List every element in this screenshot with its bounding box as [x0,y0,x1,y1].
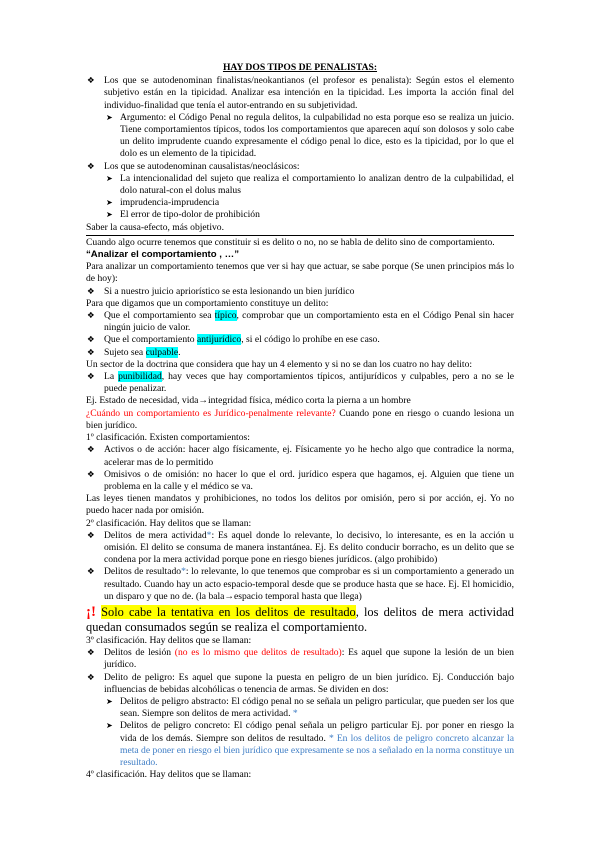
activos-text: Activos o de acción: hacer algo físicamente, ej. Físicamente yo he hecho algo que contradice la norma, acelerar mas de lo permitido [104,444,514,468]
clasificacion-1: 1º clasificación. Existen comportamientos: [86,432,250,444]
anti-pre: Que el comportamiento [104,334,197,346]
concreto-note: * En los delitos de peligro concreto alcanzar la meta de poner en riesgo el bien jurídico que expresamente se nos a señalado en la norma constituye un resultado. [120,732,514,768]
res-text: : lo relevante, lo que tenemos que comprobar es si un comportamiento a generado un resultado. Cuando hay un acto espacio-temporal desde que se produce hasta que se hace. Ej. El homicidio, un disparo y que no de. (la bala→espacio temporal hasta que llega) [104,566,514,602]
tipico-post: , comprobar que un comportamiento esta en el Código Penal sin hacer ningún juicio de valor. [104,310,514,334]
tentativa-highlight: Solo cabe la tentativa en los delitos de resultado [101,604,356,619]
arrow-bullet-icon: ➤ [106,198,113,208]
document-title: HAY DOS TIPOS DE PENALISTAS: [222,62,378,73]
arrow-bullet-icon: ➤ [106,173,113,183]
bullet-mera-actividad [86,530,514,567]
mera-star: * [206,529,212,541]
exclamation-icon: ¡! [86,603,96,620]
cuando-relevante-paragraph [86,408,514,432]
diamond-bullet-icon: ❖ [87,76,95,87]
anti-post: , si el código lo prohíbe en ese caso. [241,334,380,346]
culp-pre: Sujeto sea [104,346,146,358]
leyes-paragraph: Las leyes tienen mandatos y prohibiciones, no todos los delitos por omisión, pero si por acción, ej. Yo no puedo hacer nada por omisión. [86,493,514,517]
abstracto-text: Delitos de peligro abstracto: El código penal no se señala un peligro particular, que pueden ser los que sean. Siempre son delitos de mera actividad. [120,695,514,720]
mera-label: Delitos de mera actividad [104,529,207,541]
bullet-antijuridico [86,334,514,346]
imprudencia-text: imprudencia-imprudencia [120,197,220,209]
pun-pre: La [104,371,119,383]
bullet-tipico [86,310,514,334]
bullet-punibilidad [86,371,514,395]
bullet-causalistas [86,161,514,173]
bullet-activos [86,444,514,468]
diamond-bullet-icon: ❖ [87,445,95,456]
subbullet-argumento [86,112,514,161]
diamond-bullet-icon: ❖ [87,161,95,172]
diamond-bullet-icon: ❖ [87,286,95,297]
subbullet-error [86,209,514,221]
bullet-resultado [86,566,514,603]
culp-post: . [178,346,181,358]
clasificacion-4: 4º clasificación. Hay delitos que se llaman: [86,769,252,781]
res-star: * [181,566,186,578]
estado-paragraph: Ej. Estado de necesidad, vida→integridad física, médico corta la pierna a un hombre [86,395,411,407]
clasificacion-3: 3º clasificación. Hay delitos que se llaman: [86,634,252,646]
juicio-text: Si a nuestro juicio apriorístico se esta lesionando un bien jurídico [104,285,355,297]
argumento-text: Argumento: el Código Penal no regula delitos, la culpabilidad no esta porque eso se realiza un juicio. Tiene comportamientos típicos, todos los comportamientos que aparecen aquí son dolosos y solo cabe un delito imprudente cuando expresamente el código penal lo dice, esto es la tipicidad, por lo que el dolo es un elemento de la tipicidad. [120,111,514,160]
pun-post: , hay veces que hay comportamientos típicos, antijurídicos y culpables, pero a no se le puede penalizar. [104,371,514,395]
pun-highlight: punibilidad [118,371,162,383]
horizontal-divider [86,235,514,236]
cuando-answer: Cuando pone en riesgo o cuando lesiona un bien jurídico. [86,407,514,431]
anti-highlight: antijurídico [196,334,242,346]
arrow-bullet-icon: ➤ [106,721,113,731]
diamond-bullet-icon: ❖ [87,672,95,683]
saber-paragraph: Saber la causa-efecto, más objetivo. [86,221,224,233]
bullet-omisivos [86,469,514,493]
diamond-bullet-icon: ❖ [87,648,95,659]
tipico-highlight: típico [214,310,237,322]
bullet-juicio [86,286,514,298]
subbullet-concreto [86,720,514,769]
bullet-culpable [86,347,514,359]
diamond-bullet-icon: ❖ [87,335,95,346]
tipico-pre: Que el comportamiento sea [104,310,215,322]
error-text: El error de tipo-dolor de prohibición [120,209,260,221]
cuando-paragraph: Cuando algo ocurre tenemos que constituir si es delito o no, no se habla de delito sino de comportamiento. [86,236,495,248]
cuando-question: ¿Cuándo un comportamiento es Jurídico-penalmente relevante? [86,407,336,419]
tentativa-paragraph [86,605,514,635]
subbullet-intencionalidad [86,173,514,197]
causalistas-text: Los que se autodenominan causalistas/neoclásicos: [104,160,300,172]
abstracto-star: * [290,708,298,720]
diamond-bullet-icon: ❖ [87,567,95,578]
diamond-bullet-icon: ❖ [87,469,95,480]
peligro-text: Delito de peligro: Es aquel que supone la puesta en peligro de un bien jurídico. Ej. Conducción bajo influencias de bebidas alcohólicas o tenencia de armas. Se dividen en dos: [104,671,514,695]
lesion-pre: Delitos de lesión [104,647,175,659]
diamond-bullet-icon: ❖ [87,530,95,541]
sector-paragraph: Un sector de la doctrina que considera que hay un 4 elemento y si no se dan los cuatro no hay delito: [86,358,473,370]
clasificacion-2: 2º clasificación. Hay delitos que se llaman: [86,517,252,529]
omisivos-text: Omisivos o de omisión: no hacer lo que el ord. jurídico espera que hagamos, ej. Alguien que tiene un problema en la calle y el médico se va. [104,468,514,492]
analizar-quote: “Analizar el comportamiento , …” [86,249,239,261]
para-analizar-paragraph: Para analizar un comportamiento tenemos que ver si hay que actuar, se sabe porque (Se unen principios más lo de hoy): [86,261,514,285]
lesion-note: (no es lo mismo que delitos de resultado) [174,647,342,659]
bullet-peligro [86,672,514,696]
res-label: Delitos de resultado [104,566,182,578]
diamond-bullet-icon: ❖ [87,311,95,322]
intencionalidad-text: La intencionalidad del sujeto que realiza el comportamiento lo analizan dentro de la culpabilidad, el dolo natural-con el dolus malus [120,172,514,197]
arrow-bullet-icon: ➤ [106,112,113,122]
mera-text: : Es aquel donde lo relevante, lo decisivo, lo interesante, es en la acción u omisión. El delito se consuma de manera instantánea. Ej. Es delito conducir borracho, es un delito que se condena por la mera actividad porque pone en riesgo bienes jurídicos. (algo prohibido) [104,529,514,566]
concreto-text: Delitos de peligro concreto: El código penal señala un peligro particular Ej. por poner en riesgo la vida de los demás. Siempre son delitos de resultado. [120,720,514,744]
bullet-finalistas [86,75,514,112]
lesion-post: : Es aquel que supone la lesión de un bien jurídico. [104,647,514,671]
bullet-lesion [86,647,514,671]
document-page [86,62,514,781]
diamond-bullet-icon: ❖ [87,347,95,358]
culp-highlight: culpable [145,346,179,358]
subbullet-imprudencia [86,197,514,209]
arrow-bullet-icon: ➤ [106,210,113,220]
tentativa-post: , los delitos de mera actividad quedan consumados según se realiza el comportamiento. [86,604,514,634]
para-que-paragraph: Para que digamos que un comportamiento constituye un delito: [86,297,329,309]
finalistas-text: Los que se autodenominan finalistas/neokantianos (el profesor es penalista): Según estos el elemento subjetivo están en la tipicidad. Analizar esa intención en la tipicidad. Les importa la acción final del individuo-finalidad que tenía el autor-entrando en su subjetividad. [104,75,514,111]
subbullet-abstracto [86,696,514,720]
arrow-bullet-icon: ➤ [106,696,113,706]
diamond-bullet-icon: ❖ [87,372,95,383]
